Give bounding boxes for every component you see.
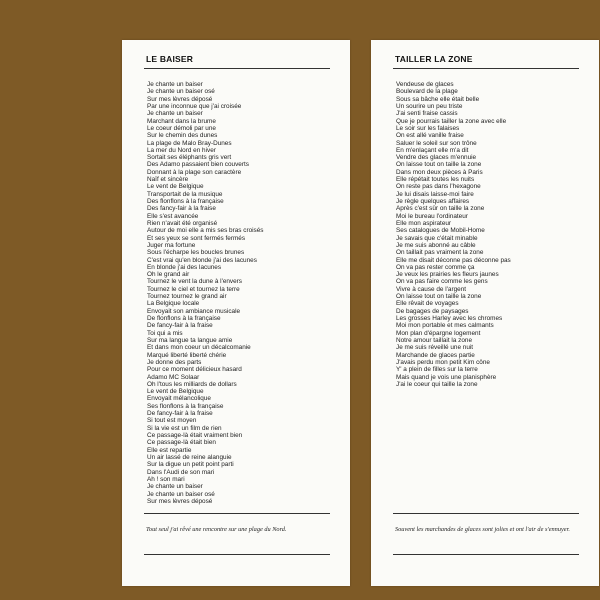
lyric-line: Y' a plein de filles sur la terre (396, 366, 478, 374)
lyric-line: On va pas rester comme ça (396, 263, 475, 271)
lyric-line: Que je pourrais tailler la zone avec elle (396, 117, 507, 125)
lyric-line: Des flonflons à la française (147, 198, 224, 205)
lyric-line: Juger ma fortune (147, 241, 196, 249)
note-divider-bottom (144, 554, 330, 555)
lyrics-page-le-baiser (122, 40, 350, 586)
lyric-line: Ce passage-là était vraiment bien (147, 432, 243, 439)
lyric-line: Saluer le soleil sur son trône (396, 139, 477, 147)
lyric-line: Je savais que c'était minable (396, 234, 478, 242)
lyric-line: Sortait ses éléphants gris vert (147, 154, 232, 162)
lyric-line: On taillait pas vraiment la zone (396, 249, 484, 257)
title-divider (393, 68, 579, 69)
lyric-line: Tournez le vent la dune à l'envers (147, 278, 243, 286)
lyric-line: Notre amour taillait la zone (396, 336, 473, 344)
lyric-line: Je chante un baiser (147, 483, 203, 491)
lyric-line: Moi mon portable et mes calmants (396, 322, 494, 330)
lyric-line: Et dans mon coeur un décalcomanie (147, 344, 251, 352)
lyric-line: Un sourire un peu triste (396, 102, 463, 110)
lyric-line: Moi le bureau l'ordinateur (396, 212, 468, 220)
lyric-line: Je me suis abonné au câble (396, 241, 476, 249)
lyric-line: Marchande de glaces partie (396, 351, 475, 359)
lyric-line: Ah ! son mari (147, 475, 185, 483)
lyric-line: Marchant dans la brume (147, 117, 216, 125)
song-note: Tout seul j'ai rêvé une rencontre sur une plage du Nord. (146, 526, 287, 533)
lyric-line: Elle me disait déconne pas déconne pas (396, 256, 511, 264)
lyric-line: Mais quand je vois une planisphère (396, 373, 497, 381)
lyric-line: Naïf et sincère (147, 176, 189, 184)
lyric-line: Dans mon deux pièces à Paris (396, 168, 483, 176)
lyric-line: Tournez le ciel et tournez la terre (147, 285, 240, 293)
lyric-line: Je chante un baiser (147, 81, 203, 88)
lyric-line: Le coeur démoli par une (147, 124, 216, 132)
lyric-line: En blonde j'ai des lacunes (147, 263, 222, 271)
lyric-line: Boulevard de la plage (396, 88, 458, 96)
lyric-line: Sous sa bâche elle était belle (396, 95, 480, 103)
lyric-line: Elle répétait toutes les nuits (396, 176, 475, 184)
lyric-line: Sous l'écharpe les boucles brunes (147, 249, 245, 257)
lyric-line: Et ses yeux se sont fermés fermés (147, 234, 246, 242)
lyric-line: Ses flonflons à la française (147, 402, 224, 410)
lyric-line: La Belgique locale (147, 300, 200, 308)
lyric-line: On est allé vanille fraise (396, 132, 464, 140)
lyric-line: De flonflons à la française (147, 315, 221, 322)
lyric-line: Toi qui a mis (147, 329, 183, 337)
lyric-line: Le soir sur les falaises (396, 124, 460, 132)
lyric-line: Si la vie est un film de rien (147, 424, 222, 432)
note-divider-top (144, 513, 330, 514)
lyric-line: Sur ma langue ta langue amie (147, 336, 233, 344)
lyric-line: On va pas faire comme les gens (396, 278, 488, 286)
lyrics-list (147, 81, 264, 505)
lyric-line: La plage de Malo Bray-Dunes (147, 139, 232, 147)
lyric-line: Le vent de Belgique (147, 183, 204, 191)
lyric-line: Sur la digue un petit point parti (147, 461, 234, 469)
lyric-line: Sur mes lèvres déposé (147, 497, 213, 505)
lyric-line: Envoyait son ambiance musicale (147, 307, 241, 315)
lyric-line: La mer du Nord en hiver (147, 146, 216, 154)
song-note: Souvent les marchandes de glaces sont jolies et ont l'air de s'ennuyer. (395, 526, 570, 533)
lyric-line: Elle est repartie (147, 446, 192, 454)
lyric-line: Pour ce moment délicieux hasard (147, 366, 242, 374)
lyric-line: J'avais perdu mon petit Kim cône (396, 358, 490, 366)
lyric-line: En m'enlaçant elle m'a dit (396, 146, 469, 154)
note-divider-bottom (393, 554, 579, 555)
lyric-line: Je chante un baiser osé (147, 88, 215, 96)
song-title: TAILLER LA ZONE (395, 54, 473, 64)
lyric-line: Oh l'tous les milliards de dollars (147, 380, 237, 388)
lyric-line: Les grosses Harley avec les chromes (396, 315, 503, 322)
lyric-line: Marqué liberté liberté chérie (147, 351, 227, 359)
lyric-line: Je me suis réveillé une nuit (396, 344, 474, 352)
lyric-line: Si tout est moyen (147, 417, 197, 425)
lyric-line: Je donne des parts (147, 358, 202, 366)
lyric-line: Je veux les prairies les fleurs jaunes (396, 271, 499, 279)
lyric-line: Oh le grand air (147, 271, 190, 279)
lyric-line: Je chante un baiser (147, 110, 203, 118)
lyric-line: On laisse tout on taille la zone (396, 161, 482, 169)
lyric-line: Un air lassé de reine alanguie (147, 453, 232, 461)
lyric-line: Vendre des glaces m'ennuie (396, 154, 477, 162)
lyric-line: Donnant à la plage son caractère (147, 168, 242, 176)
lyric-line: Autour de moi elle a mis ses bras croisés (147, 227, 264, 235)
lyric-line: Des Adamo passaient bien couverts (147, 161, 249, 169)
lyrics-page-tailler-la-zone (371, 40, 599, 586)
lyric-line: Ce passage-là était bien (147, 439, 216, 447)
title-divider (144, 68, 330, 69)
lyric-line: Par une inconnue que j'ai croisée (147, 102, 242, 110)
lyric-line: C'est vrai qu'en blonde j'ai des lacunes (147, 256, 257, 264)
lyric-line: Vivre à cause de l'argent (396, 285, 467, 293)
lyric-line: Adamo MC Solaar (147, 373, 200, 381)
lyric-line: Tournez tournez le grand air (147, 293, 227, 301)
lyric-line: De bagages de paysages (396, 307, 469, 315)
lyric-line: Rien n'avait été organisé (147, 219, 218, 227)
lyric-line: Envoyait mélancolique (147, 395, 211, 403)
lyric-line: De fancy-fair à la fraise (147, 322, 213, 330)
lyric-line: Vendeuse de glaces (396, 81, 454, 88)
lyric-line: Elle mon aspirateur (396, 219, 452, 227)
lyric-line: On laisse tout on taille la zone (396, 293, 482, 301)
lyric-line: Sur mes lèvres déposé (147, 95, 213, 103)
lyric-line: Je chante un baiser osé (147, 490, 215, 498)
lyric-line: Sur le chemin des dunes (147, 132, 218, 140)
lyric-line: Je règle quelques affaires (396, 198, 470, 205)
lyric-line: De fancy-fair à la fraise (147, 410, 213, 418)
song-title: LE BAISER (146, 54, 194, 64)
lyric-line: Elle s'est avancée (147, 212, 199, 220)
lyric-line: Je lui disais laisse-moi faire (396, 190, 474, 198)
lyric-line: J'ai le coeur qui taille la zone (396, 380, 478, 388)
lyric-line: Après c'est sûr on taille la zone (396, 205, 485, 213)
lyric-line: Dans l'Audi de son mari (147, 468, 215, 476)
lyric-line: Des fancy-fair à la fraise (147, 205, 216, 213)
lyric-line: Transportait de la musique (147, 190, 223, 198)
lyric-line: J'ai senti fraise cassis (396, 110, 458, 118)
lyric-line: On reste pas dans l'hexagone (396, 183, 481, 191)
lyric-line: Mon plan d'épargne logement (396, 329, 481, 337)
lyric-line: Elle rêvait de voyages (396, 300, 459, 308)
note-divider-top (393, 513, 579, 514)
lyric-line: Le vent de Belgique (147, 388, 204, 396)
lyric-line: Ses catalogues de Mobil-Home (396, 227, 485, 235)
lyrics-list (396, 81, 511, 388)
